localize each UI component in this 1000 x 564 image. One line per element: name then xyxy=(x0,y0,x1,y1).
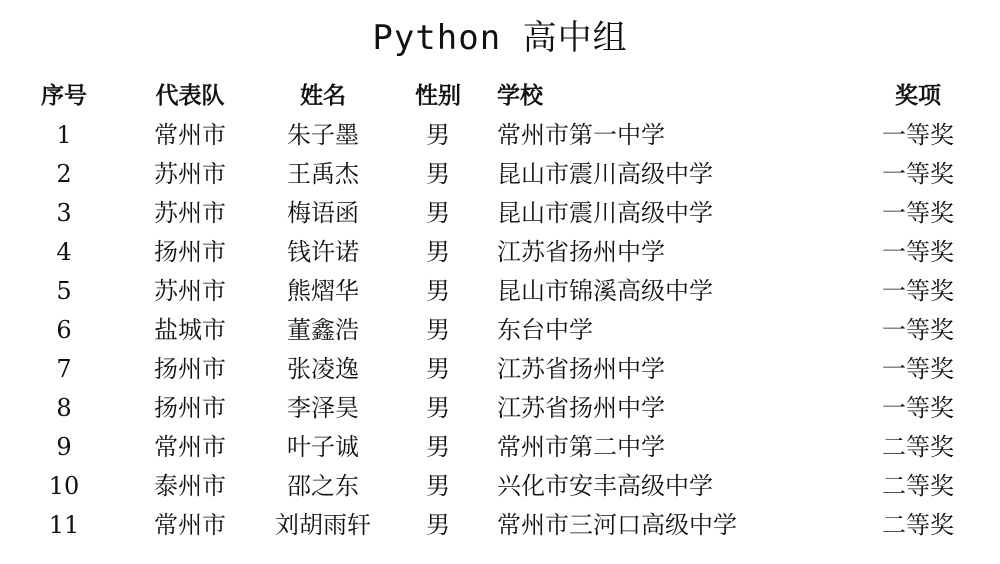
table-row xyxy=(0,233,1000,272)
cell-school: 常州市三河口高级中学 xyxy=(497,511,737,539)
cell-team: 苏州市 xyxy=(154,277,226,305)
cell-name: 王禹杰 xyxy=(287,160,359,188)
cell-school: 昆山市震川高级中学 xyxy=(497,199,713,227)
cell-name: 钱许诺 xyxy=(287,238,359,266)
cell-award: 一等奖 xyxy=(882,121,954,149)
cell-school: 兴化市安丰高级中学 xyxy=(497,472,713,500)
cell-school: 常州市第一中学 xyxy=(497,121,665,149)
cell-team: 泰州市 xyxy=(154,472,226,500)
cell-school: 江苏省扬州中学 xyxy=(497,394,665,422)
table-row xyxy=(0,350,1000,389)
cell-index: 4 xyxy=(56,238,72,266)
column-header-index: 序号 xyxy=(41,83,87,109)
column-header-school: 学校 xyxy=(497,83,543,109)
results-table xyxy=(0,76,1000,545)
cell-gender: 男 xyxy=(426,238,450,266)
cell-award: 一等奖 xyxy=(882,160,954,188)
cell-name: 邵之东 xyxy=(287,472,359,500)
cell-school: 昆山市震川高级中学 xyxy=(497,160,713,188)
cell-gender: 男 xyxy=(426,160,450,188)
table-body xyxy=(0,116,1000,545)
cell-gender: 男 xyxy=(426,511,450,539)
cell-award: 一等奖 xyxy=(882,355,954,383)
page-title: Python 高中组 xyxy=(372,18,628,58)
cell-name: 梅语函 xyxy=(287,199,359,227)
cell-index: 8 xyxy=(56,394,72,422)
cell-gender: 男 xyxy=(426,472,450,500)
cell-index: 10 xyxy=(48,472,80,500)
table-row xyxy=(0,194,1000,233)
table-row xyxy=(0,155,1000,194)
table-row xyxy=(0,428,1000,467)
cell-gender: 男 xyxy=(426,199,450,227)
cell-gender: 男 xyxy=(426,433,450,461)
table-row xyxy=(0,389,1000,428)
cell-index: 9 xyxy=(56,433,72,461)
table-row xyxy=(0,272,1000,311)
cell-gender: 男 xyxy=(426,355,450,383)
cell-school: 江苏省扬州中学 xyxy=(497,355,665,383)
cell-team: 扬州市 xyxy=(154,355,226,383)
cell-name: 朱子墨 xyxy=(287,121,359,149)
cell-index: 7 xyxy=(56,355,72,383)
table-header xyxy=(0,76,1000,116)
cell-school: 东台中学 xyxy=(497,316,593,344)
cell-index: 6 xyxy=(56,316,72,344)
cell-award: 一等奖 xyxy=(882,277,954,305)
cell-award: 一等奖 xyxy=(882,199,954,227)
cell-award: 二等奖 xyxy=(882,472,954,500)
cell-gender: 男 xyxy=(426,316,450,344)
cell-gender: 男 xyxy=(426,277,450,305)
cell-index: 1 xyxy=(56,121,72,149)
cell-name: 熊熠华 xyxy=(287,277,359,305)
table-row xyxy=(0,116,1000,155)
cell-team: 苏州市 xyxy=(154,160,226,188)
table-row xyxy=(0,506,1000,545)
cell-school: 常州市第二中学 xyxy=(497,433,665,461)
cell-award: 一等奖 xyxy=(882,316,954,344)
cell-index: 11 xyxy=(48,511,80,539)
cell-index: 2 xyxy=(56,160,72,188)
cell-award: 二等奖 xyxy=(882,433,954,461)
cell-index: 3 xyxy=(56,199,72,227)
column-header-award: 奖项 xyxy=(895,83,941,109)
cell-award: 二等奖 xyxy=(882,511,954,539)
cell-name: 董鑫浩 xyxy=(287,316,359,344)
cell-name: 李泽昊 xyxy=(287,394,359,422)
cell-index: 5 xyxy=(56,277,72,305)
column-header-name: 姓名 xyxy=(300,83,346,109)
cell-gender: 男 xyxy=(426,121,450,149)
cell-award: 一等奖 xyxy=(882,238,954,266)
cell-award: 一等奖 xyxy=(882,394,954,422)
column-header-team: 代表队 xyxy=(155,83,225,109)
table-row xyxy=(0,467,1000,506)
cell-team: 常州市 xyxy=(154,121,226,149)
cell-school: 江苏省扬州中学 xyxy=(497,238,665,266)
cell-name: 叶子诚 xyxy=(287,433,359,461)
table-row xyxy=(0,311,1000,350)
cell-team: 盐城市 xyxy=(154,316,226,344)
cell-school: 昆山市锦溪高级中学 xyxy=(497,277,713,305)
cell-team: 常州市 xyxy=(154,433,226,461)
cell-gender: 男 xyxy=(426,394,450,422)
cell-name: 刘胡雨轩 xyxy=(275,511,371,539)
cell-name: 张凌逸 xyxy=(287,355,359,383)
cell-team: 扬州市 xyxy=(154,238,226,266)
cell-team: 苏州市 xyxy=(154,199,226,227)
cell-team: 扬州市 xyxy=(154,394,226,422)
cell-team: 常州市 xyxy=(154,511,226,539)
column-header-gender: 性别 xyxy=(415,83,461,109)
